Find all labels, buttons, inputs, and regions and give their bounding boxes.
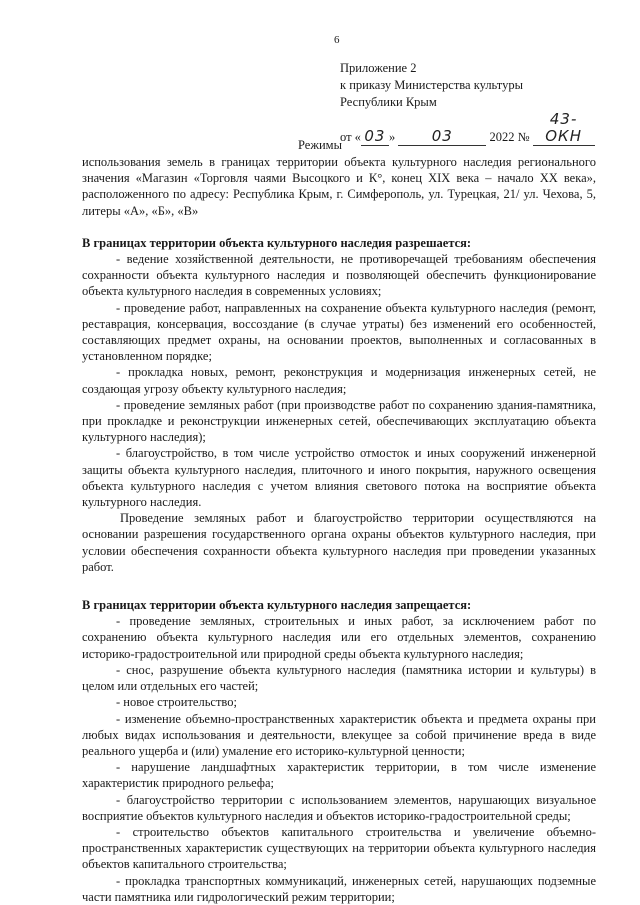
forbidden-item: - прокладка транспортных коммуникаций, инженерных сетей, нарушающих подземные части памятника или гидрологический режим территории;	[82, 873, 596, 904]
appendix-order-ref: к приказу Министерства культуры	[340, 78, 523, 92]
document-title: Режимы	[298, 138, 342, 152]
order-number: 43-ОКН	[533, 111, 595, 146]
allowed-item: - ведение хозяйственной деятельности, не противоречащей требованиям обеспечения сохранности объекта культурного наследия и позволяющей обеспечить функционирование объекта культурного наследия в современных условиях;	[82, 252, 596, 299]
allowed-item: - проведение работ, направленных на сохранение объекта культурного наследия (ремонт, реставрация, консервация, воссоздание (в случае утраты) без изменений его особенностей, составляющих предмет охраны, на основании проектов, выполненных и согласованных в установленном порядке;	[82, 300, 596, 364]
date-month: 03	[398, 128, 486, 146]
forbidden-item: - нарушение ландшафтных характеристик территории, в том числе изменение характеристик природного рельефа;	[82, 760, 596, 791]
allowed-item: - проведение земляных работ (при производстве работ по сохранению здания-памятника, при прокладке и реконструкции инженерных сетей, обеспечивающих эксплуатацию объекта культурного наследия);	[82, 397, 596, 445]
page-number: 6	[334, 34, 340, 46]
forbidden-item: - строительство объектов капитального строительства и увеличение объемно-пространственных характеристик существующих на территории объекта культурного наследия объектов капитального строительства;	[82, 824, 596, 872]
date-prefix: от «	[340, 130, 361, 144]
date-year: 2022 №	[489, 130, 530, 144]
appendix-title: Приложение 2	[340, 61, 417, 75]
forbidden-item: - проведение земляных, строительных и иных работ, за исключением работ по сохранению объекта культурного наследия или его отдельных элементов, сохранению историко-градостроительной или природной среды объекта культурного наследия;	[82, 614, 596, 661]
document-body	[82, 154, 596, 905]
intro-paragraph: использования земель в границах территории объекта культурного наследия регионального значения «Магазин «Торговля чаями Высоцкого и К°, конец XIX века – начало XX века», расположенного по адресу: Республика Крым, г. Симферополь, ул. Турецкая, 21/ ул. Чехова, 5, литеры «А», «Б», «В»	[82, 155, 596, 218]
allowed-heading: В границах территории объекта культурного наследия разрешается:	[82, 235, 472, 250]
forbidden-item: - новое строительство;	[116, 695, 237, 710]
forbidden-heading: В границах территории объекта культурного наследия запрещается:	[82, 598, 472, 613]
allowed-note: Проведение земляных работ и благоустройство территории осуществляются на основании разрешения государственного органа охраны объектов культурного наследия, при условии обеспечения сохранности объекта культурного наследия при проведении указанных работ.	[82, 511, 596, 574]
allowed-item: - благоустройство, в том числе устройство отмосток и иных сооружений инженерной защиты объекта культурного наследия, плиточного и иного покрытия, наружного освещения объекта культурного наследия с учетом влияния светового потока на восприятие объекта культурного наследия.	[82, 446, 596, 510]
allowed-item: - прокладка новых, ремонт, реконструкция и модернизация инженерных сетей, не создающая угрозу объекту культурного наследия;	[82, 365, 596, 396]
forbidden-item: - снос, разрушение объекта культурного наследия (памятника истории и культуры) в целом или отдельных его частей;	[82, 662, 596, 694]
forbidden-item: - благоустройство территории с использованием элементов, нарушающих визуальное восприятие объектов культурного наследия и объектов историко-градостроительной среды;	[82, 792, 596, 823]
date-mid: »	[388, 130, 399, 144]
appendix-ministry-region: Республики Крым	[340, 95, 437, 109]
date-day: 03	[361, 128, 389, 146]
forbidden-item: - изменение объемно-пространственных характеристик объекта и предмета охраны при любых видах использования и деятельности, влекущее за собой причинение вреда в виде реального ущерба и (или) умаление его историко-культурной ценности;	[82, 711, 596, 758]
appendix-block	[340, 60, 595, 146]
